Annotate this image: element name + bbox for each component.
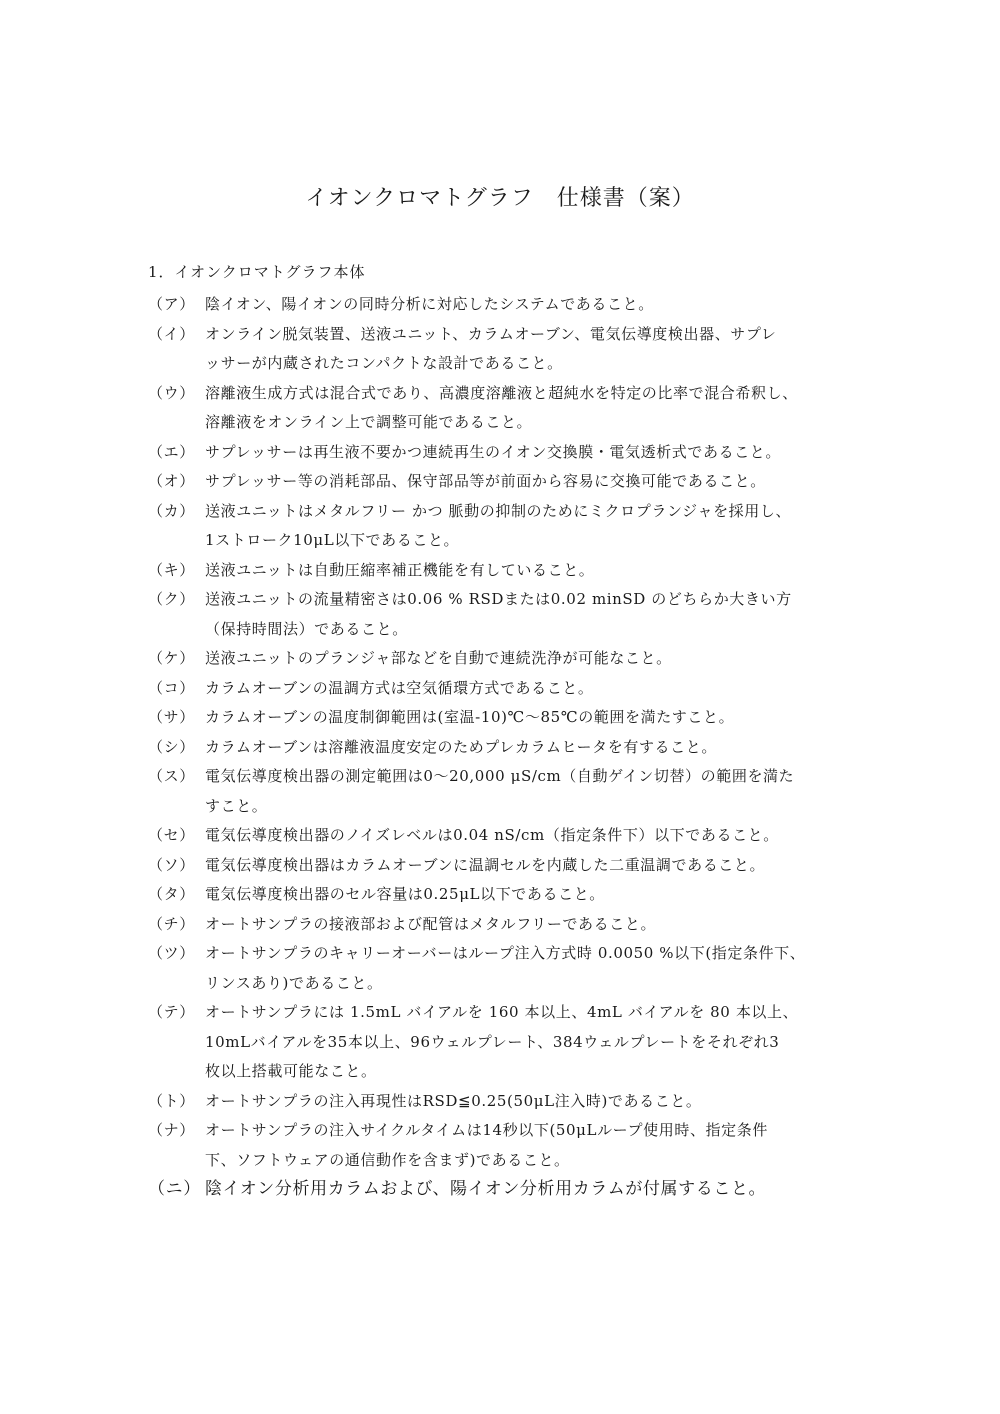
spec-item xyxy=(148,1087,868,1117)
spec-item xyxy=(148,497,868,556)
spec-item-text xyxy=(205,821,868,851)
spec-item-text xyxy=(205,703,868,733)
spec-item-line: すこと。 xyxy=(205,796,268,815)
spec-item xyxy=(148,556,868,586)
spec-item-label: （セ） xyxy=(148,826,195,844)
spec-item xyxy=(148,438,868,468)
spec-item-label: （ウ） xyxy=(148,383,195,402)
spec-item xyxy=(148,467,868,497)
document-title: イオンクロマトグラフ 仕様書（案） xyxy=(305,186,695,211)
spec-item-line: 電気伝導度検出器はカラムオーブンに温調セルを内蔵した二重温調であること。 xyxy=(205,855,766,874)
spec-item-text xyxy=(205,910,868,940)
spec-item-label: （ス） xyxy=(148,767,195,785)
spec-item xyxy=(148,733,868,763)
spec-item xyxy=(148,674,868,704)
spec-item-line: 電気伝導度検出器のセル容量は0.25μL以下であること。 xyxy=(205,885,605,903)
spec-item xyxy=(148,821,868,851)
spec-item-line: オンライン脱気装置、送液ユニット、カラムオーブン、電気伝導度検出器、サプレ xyxy=(205,324,777,343)
spec-item-text xyxy=(205,585,868,644)
spec-item xyxy=(148,998,868,1087)
spec-item-text xyxy=(205,1116,868,1175)
spec-item-text xyxy=(205,644,868,674)
spec-item-text xyxy=(205,939,868,998)
spec-item-label: （サ） xyxy=(148,708,195,726)
spec-item-label: （コ） xyxy=(148,678,195,697)
spec-item-line: オートサンプラには 1.5mL バイアルを 160 本以上、4mL バイアルを 80 本以上、 xyxy=(205,1003,799,1021)
spec-item-line: オートサンプラの接液部および配管はメタルフリーであること。 xyxy=(205,914,657,933)
spec-item-line: （保持時間法）であること。 xyxy=(205,619,408,638)
spec-item-line: ッサーが内蔵されたコンパクトな設計であること。 xyxy=(205,354,563,372)
spec-item-label: （イ） xyxy=(148,324,195,343)
spec-item-line: 送液ユニットは自動圧縮率補正機能を有していること。 xyxy=(205,560,595,579)
spec-item xyxy=(148,1175,868,1205)
spec-item xyxy=(148,703,868,733)
spec-item-label: （テ） xyxy=(148,1003,195,1021)
spec-item xyxy=(148,851,868,881)
spec-item-label: （タ） xyxy=(148,885,195,903)
spec-item-text xyxy=(205,467,868,497)
spec-item-label: （ト） xyxy=(148,1091,195,1110)
spec-item xyxy=(148,320,868,379)
spec-item-text xyxy=(205,290,868,320)
spec-item-label: （ナ） xyxy=(148,1121,195,1139)
spec-item-list xyxy=(148,290,868,1205)
spec-item-line: 送液ユニットのプランジャ部などを自動で連続洗浄が可能なこと。 xyxy=(205,649,672,667)
spec-item-line: カラムオーブンは溶離液温度安定のためプレカラムヒータを有すること。 xyxy=(205,737,717,756)
spec-item-line: 下、ソフトウェアの通信動作を含まず)であること。 xyxy=(205,1150,570,1169)
spec-item-label: （ケ） xyxy=(148,649,195,667)
spec-item-line: オートサンプラの注入再現性はRSD≦0.25(50μL注入時)であること。 xyxy=(205,1091,702,1110)
spec-item xyxy=(148,762,868,821)
spec-item-line: 送液ユニットはメタルフリー かつ 脈動の抑制のためにミクロプランジャを採用し、 xyxy=(205,501,792,520)
spec-item xyxy=(148,910,868,940)
spec-item-label: （チ） xyxy=(148,914,195,933)
spec-item-line: 溶離液生成方式は混合式であり、高濃度溶離液と超純水を特定の比率で混合希釈し、 xyxy=(205,383,798,402)
spec-item xyxy=(148,644,868,674)
spec-item-label: （オ） xyxy=(148,472,195,490)
spec-item-text xyxy=(205,851,868,881)
spec-item-text xyxy=(205,998,868,1087)
spec-item xyxy=(148,290,868,320)
section-heading: 1．イオンクロマトグラフ本体 xyxy=(148,263,366,281)
spec-item-text xyxy=(205,762,868,821)
spec-item-text xyxy=(205,556,868,586)
spec-item-label: （エ） xyxy=(148,442,195,461)
spec-item xyxy=(148,585,868,644)
spec-item-label: （ツ） xyxy=(148,944,195,962)
spec-item-text xyxy=(205,733,868,763)
spec-item-line: 陰イオン分析用カラムおよび、陽イオン分析用カラムが付属すること。 xyxy=(205,1179,767,1199)
spec-item-line: カラムオーブンの温調方式は空気循環方式であること。 xyxy=(205,678,594,697)
spec-item-label: （ニ） xyxy=(148,1179,201,1199)
spec-item-text xyxy=(205,379,868,438)
spec-item-text xyxy=(205,880,868,910)
spec-item-text xyxy=(205,1087,868,1117)
spec-item xyxy=(148,939,868,998)
spec-item-line: オートサンプラのキャリーオーバーはループ注入方式時 0.0050 %以下(指定条件下、 xyxy=(205,944,806,962)
spec-item-line: リンスあり)であること。 xyxy=(205,973,383,992)
spec-item-line: 1ストローク10μL以下であること。 xyxy=(205,531,460,549)
spec-item-line: オートサンプラの注入サイクルタイムは14秒以下(50μLループ使用時、指定条件 xyxy=(205,1121,768,1139)
spec-item-text xyxy=(205,674,868,704)
spec-item-line: 陰イオン、陽イオンの同時分析に対応したシステムであること。 xyxy=(205,295,654,313)
spec-item-line: 電気伝導度検出器の測定範囲は0～20,000 μS/cm（自動ゲイン切替）の範囲を満た xyxy=(205,767,795,785)
spec-item-label: （ク） xyxy=(148,590,195,608)
spec-item-text xyxy=(205,497,868,556)
spec-item-line: 10mLバイアルを35本以上、96ウェルプレート、384ウェルプレートをそれぞれ3 xyxy=(205,1032,780,1051)
spec-item-label: （カ） xyxy=(148,501,195,520)
spec-item-label: （ア） xyxy=(148,295,195,313)
spec-item-line: サプレッサー等の消耗部品、保守部品等が前面から容易に交換可能であること。 xyxy=(205,472,766,490)
spec-item-line: 送液ユニットの流量精密さは0.06 % RSDまたは0.02 minSD のどちらか大きい方 xyxy=(205,590,792,608)
spec-item-label: （キ） xyxy=(148,560,195,579)
spec-item-line: サプレッサーは再生液不要かつ連続再生のイオン交換膜・電気透析式であること。 xyxy=(205,442,782,461)
spec-item-text xyxy=(205,1175,868,1205)
spec-item xyxy=(148,379,868,438)
spec-item-line: 枚以上搭載可能なこと。 xyxy=(205,1062,377,1080)
spec-item-line: 溶離液をオンライン上で調整可能であること。 xyxy=(205,413,533,431)
spec-item-line: カラムオーブンの温度制御範囲は(室温-10)℃～85℃の範囲を満たすこと。 xyxy=(205,708,735,726)
spec-item xyxy=(148,880,868,910)
spec-item-line: 電気伝導度検出器のノイズレベルは0.04 nS/cm（指定条件下）以下であること。 xyxy=(205,826,779,844)
spec-item-label: （シ） xyxy=(148,737,195,756)
spec-item xyxy=(148,1116,868,1175)
spec-item-text xyxy=(205,320,868,379)
spec-item-text xyxy=(205,438,868,468)
spec-item-label: （ソ） xyxy=(148,855,195,874)
